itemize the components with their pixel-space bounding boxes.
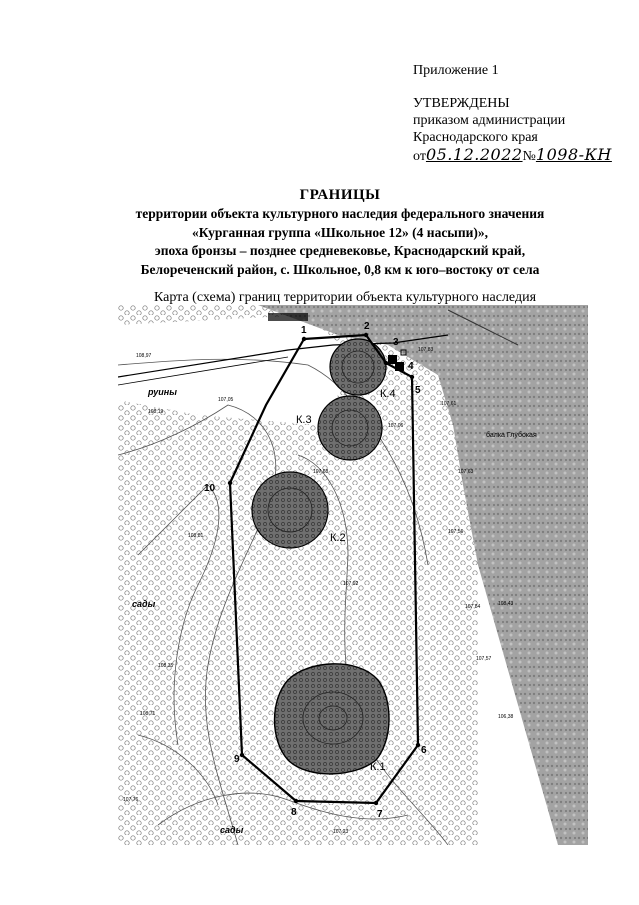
elevation-mark: 107,68 (313, 469, 329, 475)
elevation-mark: 107,56 (448, 529, 464, 535)
subtitle-line-3: эпоха бронзы – позднее средневековье, Краснодарский край, (154, 243, 526, 258)
map-caption: Карта (схема) границ территории объекта культурного наследия (153, 290, 537, 305)
mound-label-k1: К.1 (370, 761, 386, 773)
elevation-mark: 107,57 (476, 656, 492, 662)
appendix-label: Приложение 1 (413, 63, 499, 78)
mound-label-k4: К.4 (380, 388, 396, 400)
mound-label-k2: К.2 (330, 532, 346, 544)
approval-date: 05.12.2022 (425, 145, 523, 164)
elevation-mark: 107,61 (441, 401, 457, 407)
elevation-mark: 108,35 (158, 663, 174, 669)
elevation-mark: 107,63 (458, 469, 474, 475)
elevation-mark: 107,76 (123, 797, 139, 803)
elevation-mark: 108,19 (148, 409, 164, 415)
elevation-mark: 108,81 (188, 533, 204, 539)
mound-label-k3: К.3 (296, 414, 312, 426)
elevation-mark: 107,92 (343, 581, 359, 587)
mound-k1 (275, 664, 390, 774)
point-label: 1 (301, 325, 307, 336)
subtitle-line-2: «Курганная группа «Школьное 12» (4 насыпи)», (191, 224, 489, 240)
gardens-label: сады (132, 599, 156, 609)
elevation-mark: 107,84 (465, 604, 481, 610)
subtitle-line-1: территории объекта культурного наследия федерального значения (135, 206, 545, 221)
point-label: 4 (408, 361, 414, 372)
ruins-label: руины (148, 387, 177, 397)
gardens-label: сады (220, 825, 244, 835)
structure (268, 313, 308, 321)
mound-k3 (318, 396, 382, 460)
point-label: 2 (364, 321, 370, 332)
approved-line-2: Краснодарского края (413, 130, 538, 145)
date-prefix: от (413, 149, 426, 164)
mound-k4 (330, 339, 386, 395)
document-subtitle (100, 205, 580, 279)
elevation-mark: 107,06 (388, 423, 404, 429)
point-label: 8 (291, 807, 297, 818)
boundary-map (118, 305, 588, 845)
elevation-mark: 107,83 (418, 347, 434, 353)
point-label: 3 (393, 337, 399, 348)
point-label: 9 (234, 754, 240, 765)
elevation-mark: 107,23 (333, 829, 349, 835)
approval-number: 1098-КН (535, 145, 612, 164)
point-label: 5 (415, 385, 421, 396)
approved-line-1: приказом администрации (413, 113, 566, 128)
mound-k2 (252, 472, 328, 548)
point-label: 6 (421, 745, 427, 756)
approval-block (413, 62, 612, 165)
point-label: 7 (377, 809, 383, 820)
elevation-mark: 108,97 (136, 353, 152, 359)
subtitle-line-4: Белореченский район, с. Школьное, 0,8 км к юго–востоку от села (140, 261, 540, 277)
approval-date-row (413, 146, 612, 165)
elevation-mark: 106,38 (498, 714, 514, 720)
elevation-mark: 108,43 (498, 601, 514, 607)
approved-label: УТВЕРЖДЕНЫ (413, 96, 510, 111)
document-title: ГРАНИЦЫ (299, 187, 381, 203)
point-label: 10 (204, 483, 216, 494)
elevation-mark: 107,05 (218, 397, 234, 403)
elevation-mark: 108,71 (140, 711, 156, 717)
number-prefix: № (522, 149, 536, 164)
ravine-label: балка Глубокая (486, 432, 537, 439)
